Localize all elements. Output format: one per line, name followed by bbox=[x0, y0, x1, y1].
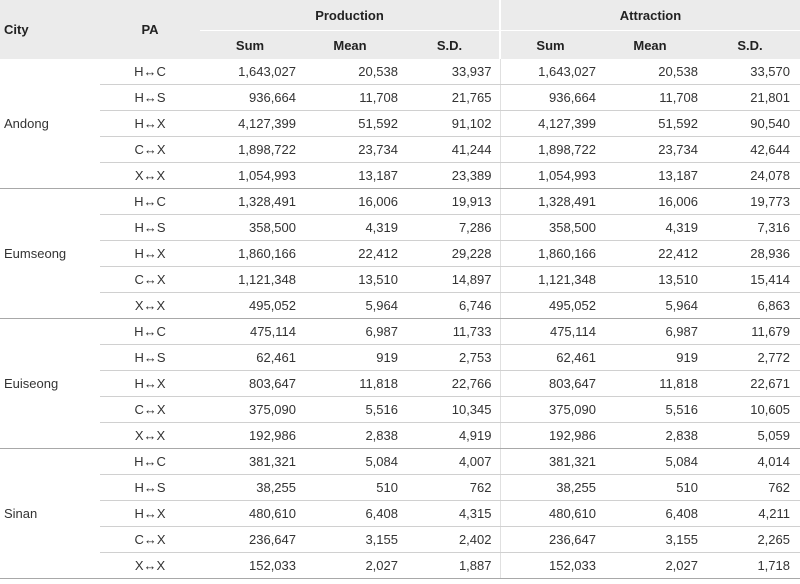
production-sd-cell: 4,007 bbox=[400, 449, 500, 475]
attraction-sum-header: Sum bbox=[500, 31, 600, 60]
attraction-sum-cell: 375,090 bbox=[500, 397, 600, 423]
production-mean-cell: 5,964 bbox=[300, 293, 400, 319]
attraction-sd-cell: 21,801 bbox=[700, 85, 800, 111]
city-cell: Sinan bbox=[0, 449, 100, 579]
production-mean-cell: 6,408 bbox=[300, 501, 400, 527]
production-sd-cell: 7,286 bbox=[400, 215, 500, 241]
production-mean-cell: 11,818 bbox=[300, 371, 400, 397]
production-sum-cell: 192,986 bbox=[200, 423, 300, 449]
attraction-sum-cell: 1,898,722 bbox=[500, 137, 600, 163]
attraction-sd-header: S.D. bbox=[700, 31, 800, 60]
attraction-sum-cell: 381,321 bbox=[500, 449, 600, 475]
attraction-mean-cell: 16,006 bbox=[600, 189, 700, 215]
attraction-sum-cell: 1,121,348 bbox=[500, 267, 600, 293]
production-mean-cell: 13,187 bbox=[300, 163, 400, 189]
attraction-mean-cell: 11,818 bbox=[600, 371, 700, 397]
attraction-group-header: Attraction bbox=[500, 0, 800, 31]
production-mean-cell: 2,027 bbox=[300, 553, 400, 579]
production-sum-cell: 1,054,993 bbox=[200, 163, 300, 189]
attraction-sd-cell: 11,679 bbox=[700, 319, 800, 345]
production-sum-cell: 236,647 bbox=[200, 527, 300, 553]
production-sd-cell: 33,937 bbox=[400, 59, 500, 85]
attraction-sd-cell: 4,211 bbox=[700, 501, 800, 527]
attraction-sum-cell: 1,860,166 bbox=[500, 241, 600, 267]
pa-cell: X↔X bbox=[100, 553, 200, 579]
attraction-mean-cell: 11,708 bbox=[600, 85, 700, 111]
production-sum-cell: 480,610 bbox=[200, 501, 300, 527]
production-mean-cell: 919 bbox=[300, 345, 400, 371]
attraction-mean-cell: 919 bbox=[600, 345, 700, 371]
production-sd-cell: 4,315 bbox=[400, 501, 500, 527]
city-column-header: City bbox=[0, 0, 100, 59]
production-sum-cell: 1,898,722 bbox=[200, 137, 300, 163]
production-sd-cell: 2,753 bbox=[400, 345, 500, 371]
attraction-sd-cell: 24,078 bbox=[700, 163, 800, 189]
table-row bbox=[0, 475, 800, 501]
production-sum-cell: 1,643,027 bbox=[200, 59, 300, 85]
pa-cell: H↔C bbox=[100, 59, 200, 85]
production-sd-cell: 19,913 bbox=[400, 189, 500, 215]
pa-cell: X↔X bbox=[100, 423, 200, 449]
production-sum-cell: 936,664 bbox=[200, 85, 300, 111]
attraction-sum-cell: 1,643,027 bbox=[500, 59, 600, 85]
production-group-header: Production bbox=[200, 0, 500, 31]
table-row bbox=[0, 137, 800, 163]
attraction-mean-cell: 13,187 bbox=[600, 163, 700, 189]
production-sd-cell: 41,244 bbox=[400, 137, 500, 163]
pa-cell: C↔X bbox=[100, 527, 200, 553]
table-row bbox=[0, 293, 800, 319]
pa-cell: X↔X bbox=[100, 163, 200, 189]
attraction-sd-cell: 19,773 bbox=[700, 189, 800, 215]
production-sd-cell: 10,345 bbox=[400, 397, 500, 423]
pa-cell: X↔X bbox=[100, 293, 200, 319]
attraction-sd-cell: 22,671 bbox=[700, 371, 800, 397]
city-cell: Andong bbox=[0, 59, 100, 189]
attraction-mean-cell: 5,084 bbox=[600, 449, 700, 475]
production-sd-header: S.D. bbox=[400, 31, 500, 60]
table-row bbox=[0, 85, 800, 111]
attraction-mean-cell: 5,516 bbox=[600, 397, 700, 423]
attraction-sum-cell: 192,986 bbox=[500, 423, 600, 449]
attraction-sum-cell: 4,127,399 bbox=[500, 111, 600, 137]
production-sd-cell: 22,766 bbox=[400, 371, 500, 397]
attraction-sum-cell: 358,500 bbox=[500, 215, 600, 241]
production-sum-cell: 1,860,166 bbox=[200, 241, 300, 267]
production-sd-cell: 1,887 bbox=[400, 553, 500, 579]
attraction-sd-cell: 4,014 bbox=[700, 449, 800, 475]
attraction-sd-cell: 33,570 bbox=[700, 59, 800, 85]
attraction-sum-cell: 495,052 bbox=[500, 293, 600, 319]
table-header bbox=[0, 0, 800, 59]
production-sd-cell: 6,746 bbox=[400, 293, 500, 319]
production-sum-cell: 358,500 bbox=[200, 215, 300, 241]
attraction-sd-cell: 2,772 bbox=[700, 345, 800, 371]
table-row bbox=[0, 449, 800, 475]
table-row bbox=[0, 215, 800, 241]
production-sum-cell: 381,321 bbox=[200, 449, 300, 475]
attraction-sd-cell: 5,059 bbox=[700, 423, 800, 449]
pa-cell: H↔C bbox=[100, 449, 200, 475]
production-sd-cell: 4,919 bbox=[400, 423, 500, 449]
pa-cell: H↔S bbox=[100, 215, 200, 241]
attraction-sum-cell: 62,461 bbox=[500, 345, 600, 371]
table-row bbox=[0, 163, 800, 189]
production-sd-cell: 29,228 bbox=[400, 241, 500, 267]
table-row bbox=[0, 423, 800, 449]
attraction-mean-cell: 2,838 bbox=[600, 423, 700, 449]
attraction-mean-cell: 13,510 bbox=[600, 267, 700, 293]
attraction-sd-cell: 15,414 bbox=[700, 267, 800, 293]
attraction-sum-cell: 152,033 bbox=[500, 553, 600, 579]
production-mean-cell: 16,006 bbox=[300, 189, 400, 215]
production-mean-cell: 6,987 bbox=[300, 319, 400, 345]
attraction-sd-cell: 42,644 bbox=[700, 137, 800, 163]
city-cell: Euiseong bbox=[0, 319, 100, 449]
pa-cell: H↔S bbox=[100, 345, 200, 371]
attraction-mean-cell: 4,319 bbox=[600, 215, 700, 241]
attraction-sum-cell: 1,054,993 bbox=[500, 163, 600, 189]
production-sum-cell: 4,127,399 bbox=[200, 111, 300, 137]
table-row bbox=[0, 527, 800, 553]
production-mean-cell: 3,155 bbox=[300, 527, 400, 553]
attraction-mean-cell: 51,592 bbox=[600, 111, 700, 137]
production-sd-cell: 2,402 bbox=[400, 527, 500, 553]
production-sd-cell: 11,733 bbox=[400, 319, 500, 345]
table-row bbox=[0, 553, 800, 579]
city-cell: Eumseong bbox=[0, 189, 100, 319]
table-row bbox=[0, 501, 800, 527]
pa-column-header: PA bbox=[100, 0, 200, 59]
production-sum-cell: 803,647 bbox=[200, 371, 300, 397]
attraction-sd-cell: 6,863 bbox=[700, 293, 800, 319]
attraction-sd-cell: 10,605 bbox=[700, 397, 800, 423]
production-sd-cell: 21,765 bbox=[400, 85, 500, 111]
table-row bbox=[0, 59, 800, 85]
production-mean-cell: 20,538 bbox=[300, 59, 400, 85]
attraction-mean-cell: 6,408 bbox=[600, 501, 700, 527]
attraction-sd-cell: 1,718 bbox=[700, 553, 800, 579]
pa-cell: C↔X bbox=[100, 267, 200, 293]
table-row bbox=[0, 345, 800, 371]
table-row bbox=[0, 111, 800, 137]
production-mean-cell: 13,510 bbox=[300, 267, 400, 293]
pa-cell: C↔X bbox=[100, 397, 200, 423]
attraction-mean-cell: 22,412 bbox=[600, 241, 700, 267]
production-sum-cell: 1,121,348 bbox=[200, 267, 300, 293]
pa-cell: H↔S bbox=[100, 85, 200, 111]
production-mean-header: Mean bbox=[300, 31, 400, 60]
production-mean-cell: 11,708 bbox=[300, 85, 400, 111]
attraction-mean-cell: 2,027 bbox=[600, 553, 700, 579]
production-sum-cell: 475,114 bbox=[200, 319, 300, 345]
production-sum-header: Sum bbox=[200, 31, 300, 60]
attraction-sum-cell: 936,664 bbox=[500, 85, 600, 111]
attraction-mean-cell: 3,155 bbox=[600, 527, 700, 553]
production-sum-cell: 1,328,491 bbox=[200, 189, 300, 215]
table-row bbox=[0, 267, 800, 293]
table-row bbox=[0, 241, 800, 267]
attraction-sd-cell: 7,316 bbox=[700, 215, 800, 241]
production-sum-cell: 38,255 bbox=[200, 475, 300, 501]
pa-cell: H↔X bbox=[100, 241, 200, 267]
production-mean-cell: 2,838 bbox=[300, 423, 400, 449]
production-sum-cell: 375,090 bbox=[200, 397, 300, 423]
production-mean-cell: 51,592 bbox=[300, 111, 400, 137]
attraction-mean-cell: 6,987 bbox=[600, 319, 700, 345]
production-sd-cell: 762 bbox=[400, 475, 500, 501]
attraction-sum-cell: 803,647 bbox=[500, 371, 600, 397]
production-mean-cell: 5,084 bbox=[300, 449, 400, 475]
attraction-sum-cell: 480,610 bbox=[500, 501, 600, 527]
table-body bbox=[0, 59, 800, 579]
production-mean-cell: 510 bbox=[300, 475, 400, 501]
table-row bbox=[0, 397, 800, 423]
attraction-mean-cell: 23,734 bbox=[600, 137, 700, 163]
production-sd-cell: 91,102 bbox=[400, 111, 500, 137]
pa-cell: H↔C bbox=[100, 319, 200, 345]
production-mean-cell: 4,319 bbox=[300, 215, 400, 241]
production-mean-cell: 23,734 bbox=[300, 137, 400, 163]
attraction-mean-cell: 5,964 bbox=[600, 293, 700, 319]
production-sd-cell: 23,389 bbox=[400, 163, 500, 189]
attraction-sum-cell: 38,255 bbox=[500, 475, 600, 501]
table-row bbox=[0, 319, 800, 345]
pa-cell: H↔X bbox=[100, 111, 200, 137]
production-sum-cell: 495,052 bbox=[200, 293, 300, 319]
attraction-sum-cell: 1,328,491 bbox=[500, 189, 600, 215]
pa-cell: H↔X bbox=[100, 371, 200, 397]
attraction-sum-cell: 236,647 bbox=[500, 527, 600, 553]
pa-cell: H↔C bbox=[100, 189, 200, 215]
pa-cell: C↔X bbox=[100, 137, 200, 163]
attraction-mean-cell: 20,538 bbox=[600, 59, 700, 85]
attraction-sd-cell: 762 bbox=[700, 475, 800, 501]
production-mean-cell: 5,516 bbox=[300, 397, 400, 423]
attraction-sd-cell: 2,265 bbox=[700, 527, 800, 553]
production-sd-cell: 14,897 bbox=[400, 267, 500, 293]
production-mean-cell: 22,412 bbox=[300, 241, 400, 267]
table-row bbox=[0, 371, 800, 397]
table-row bbox=[0, 189, 800, 215]
attraction-sd-cell: 28,936 bbox=[700, 241, 800, 267]
attraction-sd-cell: 90,540 bbox=[700, 111, 800, 137]
attraction-mean-cell: 510 bbox=[600, 475, 700, 501]
production-sum-cell: 62,461 bbox=[200, 345, 300, 371]
pa-cell: H↔S bbox=[100, 475, 200, 501]
production-sum-cell: 152,033 bbox=[200, 553, 300, 579]
pa-cell: H↔X bbox=[100, 501, 200, 527]
attraction-sum-cell: 475,114 bbox=[500, 319, 600, 345]
attraction-mean-header: Mean bbox=[600, 31, 700, 60]
